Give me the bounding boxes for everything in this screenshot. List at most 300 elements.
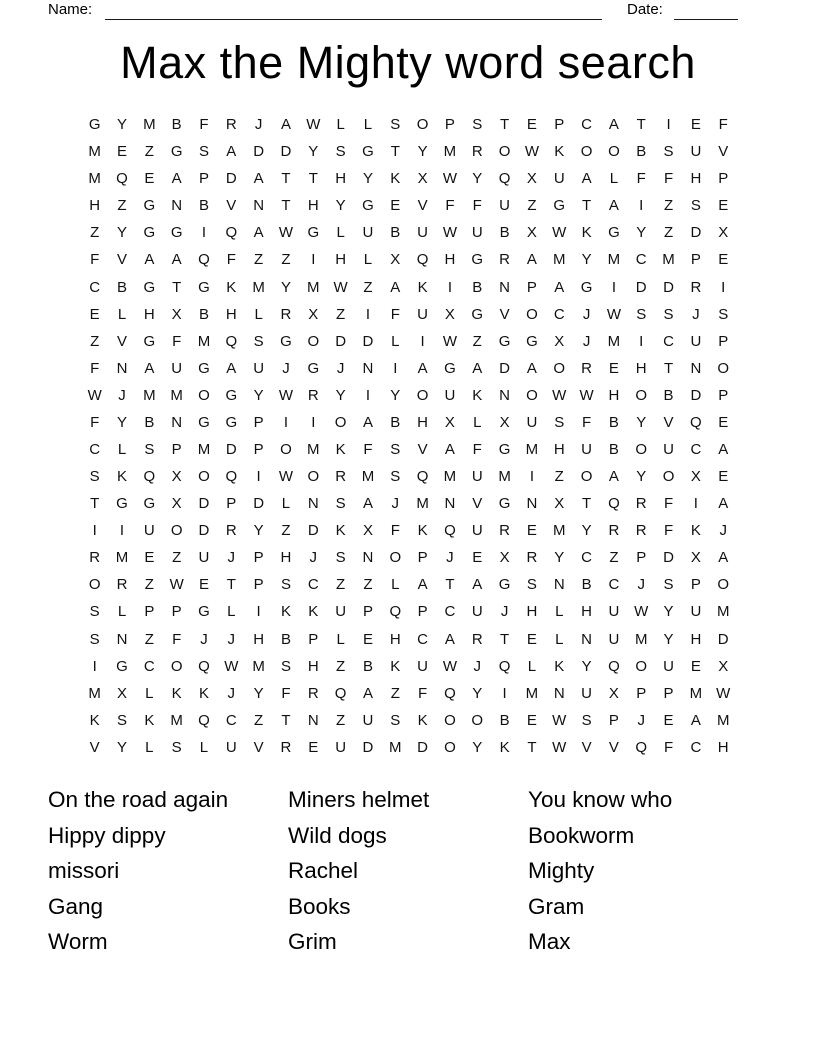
grid-letter: F — [663, 522, 674, 540]
grid-letter: Q — [635, 738, 648, 756]
grid-letter: R — [499, 251, 510, 269]
grid-letter: A — [362, 495, 373, 513]
grid-letter: G — [143, 197, 156, 215]
grid-letter: H — [307, 197, 319, 215]
grid-letter: J — [582, 305, 591, 323]
grid-letter: C — [690, 440, 702, 458]
grid-letter: N — [690, 359, 702, 377]
grid-row — [81, 571, 737, 598]
grid-row — [81, 734, 737, 761]
grid-letter: L — [363, 251, 373, 269]
grid-letter: O — [553, 359, 566, 377]
grid-letter: N — [553, 684, 565, 702]
grid-letter: G — [170, 143, 183, 161]
grid-letter: G — [498, 332, 511, 350]
grid-letter: W — [442, 224, 458, 242]
grid-row — [81, 382, 737, 409]
word-list-item: You know who — [528, 787, 673, 812]
grid-letter: W — [306, 116, 321, 134]
grid-letter: M — [552, 522, 566, 540]
grid-letter: V — [116, 251, 127, 269]
grid-letter: F — [390, 522, 400, 540]
grid-letter: K — [308, 603, 319, 621]
grid-letter: A — [417, 576, 428, 594]
grid-letter: Y — [308, 143, 319, 161]
grid-row — [81, 409, 737, 436]
grid-letter: A — [253, 170, 264, 188]
grid-letter: V — [417, 440, 428, 458]
grid-letter: M — [252, 657, 265, 675]
grid-letter: K — [390, 170, 401, 188]
grid-letter: E — [144, 549, 155, 567]
grid-letter: Q — [389, 603, 402, 621]
grid-letter: H — [417, 413, 429, 431]
grid-letter: E — [718, 197, 729, 215]
grid-letter: X — [444, 305, 455, 323]
grid-letter: K — [417, 278, 428, 296]
grid-letter: B — [581, 576, 592, 594]
grid-letter: M — [252, 278, 265, 296]
grid-letter: J — [719, 522, 727, 540]
grid-row — [81, 463, 737, 490]
grid-letter: R — [499, 522, 510, 540]
grid-letter: S — [663, 305, 674, 323]
grid-letter: O — [307, 332, 320, 350]
grid-letter: P — [198, 170, 209, 188]
grid-letter: M — [689, 684, 703, 702]
grid-letter: A — [417, 359, 428, 377]
grid-letter: G — [198, 413, 210, 431]
grid-letter: C — [553, 305, 565, 323]
grid-letter: Y — [581, 522, 592, 540]
grid-letter: I — [92, 657, 97, 675]
grid-letter: S — [335, 143, 346, 161]
grid-letter: Y — [335, 197, 346, 215]
grid-letter: P — [718, 170, 729, 188]
grid-letter: V — [253, 738, 264, 756]
grid-letter: P — [417, 549, 428, 567]
grid-letter: P — [226, 495, 237, 513]
grid-letter: T — [636, 116, 646, 134]
grid-letter: D — [307, 522, 319, 540]
grid-letter: R — [471, 143, 483, 161]
grid-letter: P — [253, 549, 264, 567]
grid-letter: W — [634, 603, 649, 621]
grid-letter: U — [335, 603, 347, 621]
grid-letter: M — [307, 440, 320, 458]
grid-letter: H — [717, 738, 729, 756]
grid-letter: B — [663, 386, 674, 404]
grid-letter: A — [526, 251, 537, 269]
grid-letter: R — [635, 522, 647, 540]
grid-row — [81, 707, 737, 734]
grid-letter: S — [390, 116, 401, 134]
grid-letter: U — [608, 603, 620, 621]
grid-letter: L — [391, 332, 400, 350]
grid-letter: Q — [198, 657, 210, 675]
grid-letter: Y — [116, 413, 127, 431]
grid-letter: U — [471, 522, 483, 540]
grid-letter: H — [389, 630, 401, 648]
grid-letter: U — [690, 332, 702, 350]
grid-letter: J — [309, 549, 318, 567]
grid-letter: W — [442, 657, 458, 675]
grid-letter: W — [716, 684, 731, 702]
grid-letter: O — [307, 468, 320, 486]
grid-letter: R — [635, 495, 647, 513]
grid-letter: K — [171, 684, 182, 702]
grid-letter: U — [581, 440, 592, 458]
grid-row — [81, 328, 737, 355]
grid-letter: X — [526, 224, 537, 242]
grid-letter: E — [718, 251, 729, 269]
grid-letter: H — [89, 197, 101, 215]
grid-letter: G — [444, 359, 456, 377]
word-list-item: Books — [288, 893, 351, 919]
grid-letter: Z — [663, 224, 674, 242]
grid-letter: U — [690, 143, 702, 161]
grid-letter: F — [363, 440, 373, 458]
grid-letter: Q — [416, 468, 429, 486]
grid-letter: G — [498, 440, 511, 458]
grid-letter: I — [639, 197, 644, 215]
grid-letter: U — [171, 359, 183, 377]
grid-letter: W — [606, 305, 621, 323]
grid-letter: A — [280, 116, 291, 134]
grid-letter: P — [554, 116, 565, 134]
word-list-item: Wild dogs — [288, 822, 387, 848]
grid-letter: D — [253, 143, 265, 161]
grid-letter: N — [307, 495, 319, 513]
grid-letter: C — [307, 576, 319, 594]
grid-letter: D — [225, 440, 237, 458]
grid-letter: B — [362, 657, 373, 675]
grid-letter: K — [198, 684, 209, 702]
grid-letter: N — [499, 386, 510, 404]
grid-row — [81, 680, 737, 707]
grid-letter: M — [170, 711, 183, 729]
grid-letter: U — [444, 386, 456, 404]
grid-letter: S — [663, 143, 674, 161]
letter-grid — [81, 111, 737, 761]
grid-letter: W — [552, 738, 567, 756]
grid-letter: A — [444, 440, 455, 458]
grid-letter: H — [335, 170, 347, 188]
grid-letter: T — [663, 359, 674, 377]
grid-letter: U — [581, 684, 592, 702]
grid-letter: W — [278, 224, 294, 242]
grid-letter: A — [362, 413, 373, 431]
grid-letter: P — [718, 332, 729, 350]
grid-letter: O — [280, 440, 292, 458]
grid-letter: A — [526, 359, 537, 377]
grid-letter: K — [554, 143, 565, 161]
grid-letter: O — [416, 386, 429, 404]
grid-letter: S — [280, 576, 291, 594]
grid-letter: Z — [254, 251, 264, 269]
grid-letter: Y — [116, 738, 127, 756]
grid-letter: Y — [116, 116, 127, 134]
grid-letter: H — [143, 305, 155, 323]
grid-letter: M — [552, 251, 566, 269]
grid-letter: A — [690, 711, 701, 729]
grid-letter: A — [144, 251, 155, 269]
grid-letter: O — [416, 116, 429, 134]
grid-letter: M — [716, 603, 730, 621]
grid-letter: I — [447, 278, 453, 296]
grid-letter: S — [526, 576, 537, 594]
grid-letter: K — [89, 711, 100, 729]
grid-letter: G — [198, 603, 210, 621]
grid-letter: E — [608, 359, 619, 377]
grid-letter: N — [526, 495, 538, 513]
grid-letter: Z — [609, 549, 619, 567]
grid-letter: A — [608, 468, 619, 486]
grid-letter: B — [116, 278, 127, 296]
grid-letter: E — [690, 116, 701, 134]
grid-letter: N — [116, 359, 128, 377]
grid-letter: B — [280, 630, 291, 648]
grid-letter: L — [609, 170, 619, 188]
grid-letter: F — [90, 413, 100, 431]
grid-letter: M — [525, 440, 539, 458]
grid-letter: O — [389, 549, 402, 567]
grid-letter: U — [471, 603, 483, 621]
grid-letter: Y — [663, 630, 674, 648]
grid-letter: S — [554, 413, 565, 431]
grid-letter: L — [117, 440, 127, 458]
grid-letter: B — [198, 197, 209, 215]
grid-letter: Z — [254, 711, 264, 729]
grid-letter: D — [198, 522, 210, 540]
grid-letter: I — [365, 305, 371, 323]
grid-letter: V — [417, 197, 428, 215]
grid-letter: D — [362, 332, 374, 350]
grid-letter: B — [499, 224, 510, 242]
grid-letter: K — [335, 522, 346, 540]
grid-letter: Z — [90, 224, 100, 242]
grid-letter: T — [581, 495, 592, 513]
grid-letter: J — [692, 305, 700, 323]
grid-letter: Q — [444, 684, 456, 702]
grid-letter: J — [227, 684, 236, 702]
grid-letter: F — [445, 197, 455, 215]
grid-letter: O — [526, 305, 538, 323]
grid-letter: F — [90, 251, 100, 269]
grid-row — [81, 625, 737, 652]
grid-row — [81, 246, 737, 273]
word-list-column — [528, 782, 672, 960]
grid-letter: B — [499, 711, 510, 729]
grid-letter: O — [662, 468, 675, 486]
grid-letter: S — [718, 305, 729, 323]
grid-letter: Q — [225, 468, 238, 486]
grid-letter: E — [116, 143, 127, 161]
grid-letter: A — [472, 359, 483, 377]
grid-letter: Q — [334, 684, 347, 702]
grid-letter: K — [690, 522, 701, 540]
grid-row — [81, 273, 737, 300]
grid-letter: N — [444, 495, 456, 513]
grid-letter: G — [553, 197, 566, 215]
grid-letter: X — [116, 684, 127, 702]
grid-letter: T — [281, 711, 291, 729]
grid-letter: L — [336, 224, 345, 242]
grid-letter: W — [579, 386, 594, 404]
grid-letter: B — [198, 305, 209, 323]
grid-letter: M — [88, 170, 101, 188]
grid-letter: U — [225, 738, 237, 756]
grid-letter: X — [390, 251, 401, 269]
grid-letter: Z — [144, 630, 154, 648]
grid-letter: E — [526, 116, 537, 134]
grid-letter: G — [116, 657, 128, 675]
grid-letter: Z — [281, 251, 291, 269]
grid-letter: A — [390, 278, 401, 296]
grid-letter: M — [443, 143, 457, 161]
grid-letter: Z — [144, 143, 154, 161]
grid-letter: B — [608, 413, 619, 431]
page-title: Max the Mighty word search — [120, 37, 696, 88]
grid-letter: Y — [472, 170, 483, 188]
grid-letter: Y — [636, 413, 647, 431]
grid-letter: T — [500, 116, 510, 134]
grid-letter: A — [581, 170, 592, 188]
grid-letter: S — [335, 495, 346, 513]
grid-letter: Q — [498, 170, 511, 188]
grid-letter: I — [256, 603, 261, 621]
grid-letter: T — [281, 197, 291, 215]
grid-letter: O — [88, 576, 101, 594]
grid-letter: V — [499, 305, 510, 323]
grid-letter: R — [280, 305, 292, 323]
grid-letter: U — [362, 711, 374, 729]
grid-letter: U — [198, 549, 210, 567]
grid-letter: T — [172, 278, 182, 296]
grid-letter: R — [471, 630, 483, 648]
grid-letter: L — [199, 738, 209, 756]
grid-letter: K — [116, 468, 127, 486]
grid-letter: W — [169, 576, 184, 594]
grid-letter: H — [307, 657, 319, 675]
grid-letter: A — [226, 359, 237, 377]
grid-row — [81, 301, 737, 328]
grid-letter: S — [116, 711, 127, 729]
grid-letter: U — [335, 738, 347, 756]
grid-letter: O — [198, 386, 210, 404]
grid-letter: T — [226, 576, 236, 594]
grid-letter: V — [472, 495, 483, 513]
grid-letter: H — [280, 549, 292, 567]
grid-letter: Z — [527, 197, 537, 215]
grid-letter: I — [92, 522, 97, 540]
grid-letter: G — [143, 495, 156, 513]
grid-letter: A — [472, 576, 483, 594]
grid-letter: X — [308, 305, 319, 323]
grid-letter: Y — [280, 278, 291, 296]
grid-letter: H — [225, 305, 237, 323]
grid-letter: M — [634, 630, 648, 648]
grid-letter: L — [473, 413, 482, 431]
grid-letter: Q — [608, 657, 620, 675]
grid-letter: P — [690, 251, 701, 269]
grid-letter: S — [663, 576, 674, 594]
grid-letter: M — [607, 251, 621, 269]
grid-letter: P — [171, 603, 182, 621]
grid-letter: Z — [363, 278, 373, 296]
grid-letter: P — [636, 549, 647, 567]
grid-letter: C — [581, 116, 592, 134]
grid-letter: A — [718, 549, 729, 567]
grid-letter: J — [200, 630, 208, 648]
grid-letter: V — [116, 332, 127, 350]
grid-letter: J — [582, 332, 591, 350]
grid-letter: P — [417, 603, 428, 621]
grid-letter: G — [471, 305, 484, 323]
grid-letter: V — [89, 738, 100, 756]
grid-letter: M — [361, 468, 375, 486]
grid-letter: O — [717, 576, 730, 594]
grid-letter: Q — [690, 413, 702, 431]
grid-letter: P — [253, 413, 264, 431]
grid-letter: G — [143, 224, 156, 242]
grid-letter: F — [281, 684, 291, 702]
grid-letter: D — [717, 630, 729, 648]
grid-letter: Q — [225, 332, 238, 350]
name-blank-line — [105, 3, 602, 20]
grid-letter: U — [663, 657, 674, 675]
grid-letter: G — [88, 116, 101, 134]
grid-letter: I — [393, 359, 398, 377]
grid-letter: C — [581, 549, 592, 567]
grid-letter: F — [663, 738, 674, 756]
grid-letter: L — [391, 576, 400, 594]
grid-letter: I — [693, 495, 698, 513]
grid-letter: X — [526, 170, 537, 188]
grid-letter: F — [390, 305, 400, 323]
grid-letter: D — [335, 332, 347, 350]
word-list-item: Mighty — [528, 858, 595, 884]
grid-letter: G — [280, 332, 292, 350]
grid-letter: D — [280, 143, 292, 161]
grid-letter: Z — [336, 657, 346, 675]
grid-letter: C — [89, 278, 101, 296]
grid-letter: B — [390, 413, 401, 431]
grid-letter: P — [663, 684, 674, 702]
grid-letter: X — [554, 495, 565, 513]
grid-letter: O — [170, 522, 183, 540]
grid-letter: I — [311, 251, 316, 269]
grid-letter: Q — [416, 251, 429, 269]
grid-letter: D — [225, 170, 237, 188]
grid-letter: N — [499, 278, 510, 296]
word-list-column — [288, 782, 429, 960]
grid-letter: N — [253, 197, 265, 215]
grid-letter: A — [362, 684, 373, 702]
grid-letter: Z — [90, 332, 100, 350]
grid-letter: M — [443, 468, 457, 486]
grid-letter: J — [500, 603, 509, 621]
grid-letter: T — [308, 170, 318, 188]
grid-letter: E — [663, 711, 674, 729]
grid-letter: S — [581, 711, 592, 729]
grid-letter: L — [145, 684, 154, 702]
grid-letter: R — [280, 738, 292, 756]
grid-letter: E — [526, 522, 537, 540]
grid-letter: I — [311, 413, 316, 431]
word-list-item: Bookworm — [528, 822, 635, 848]
word-list-item: Grim — [288, 929, 337, 955]
